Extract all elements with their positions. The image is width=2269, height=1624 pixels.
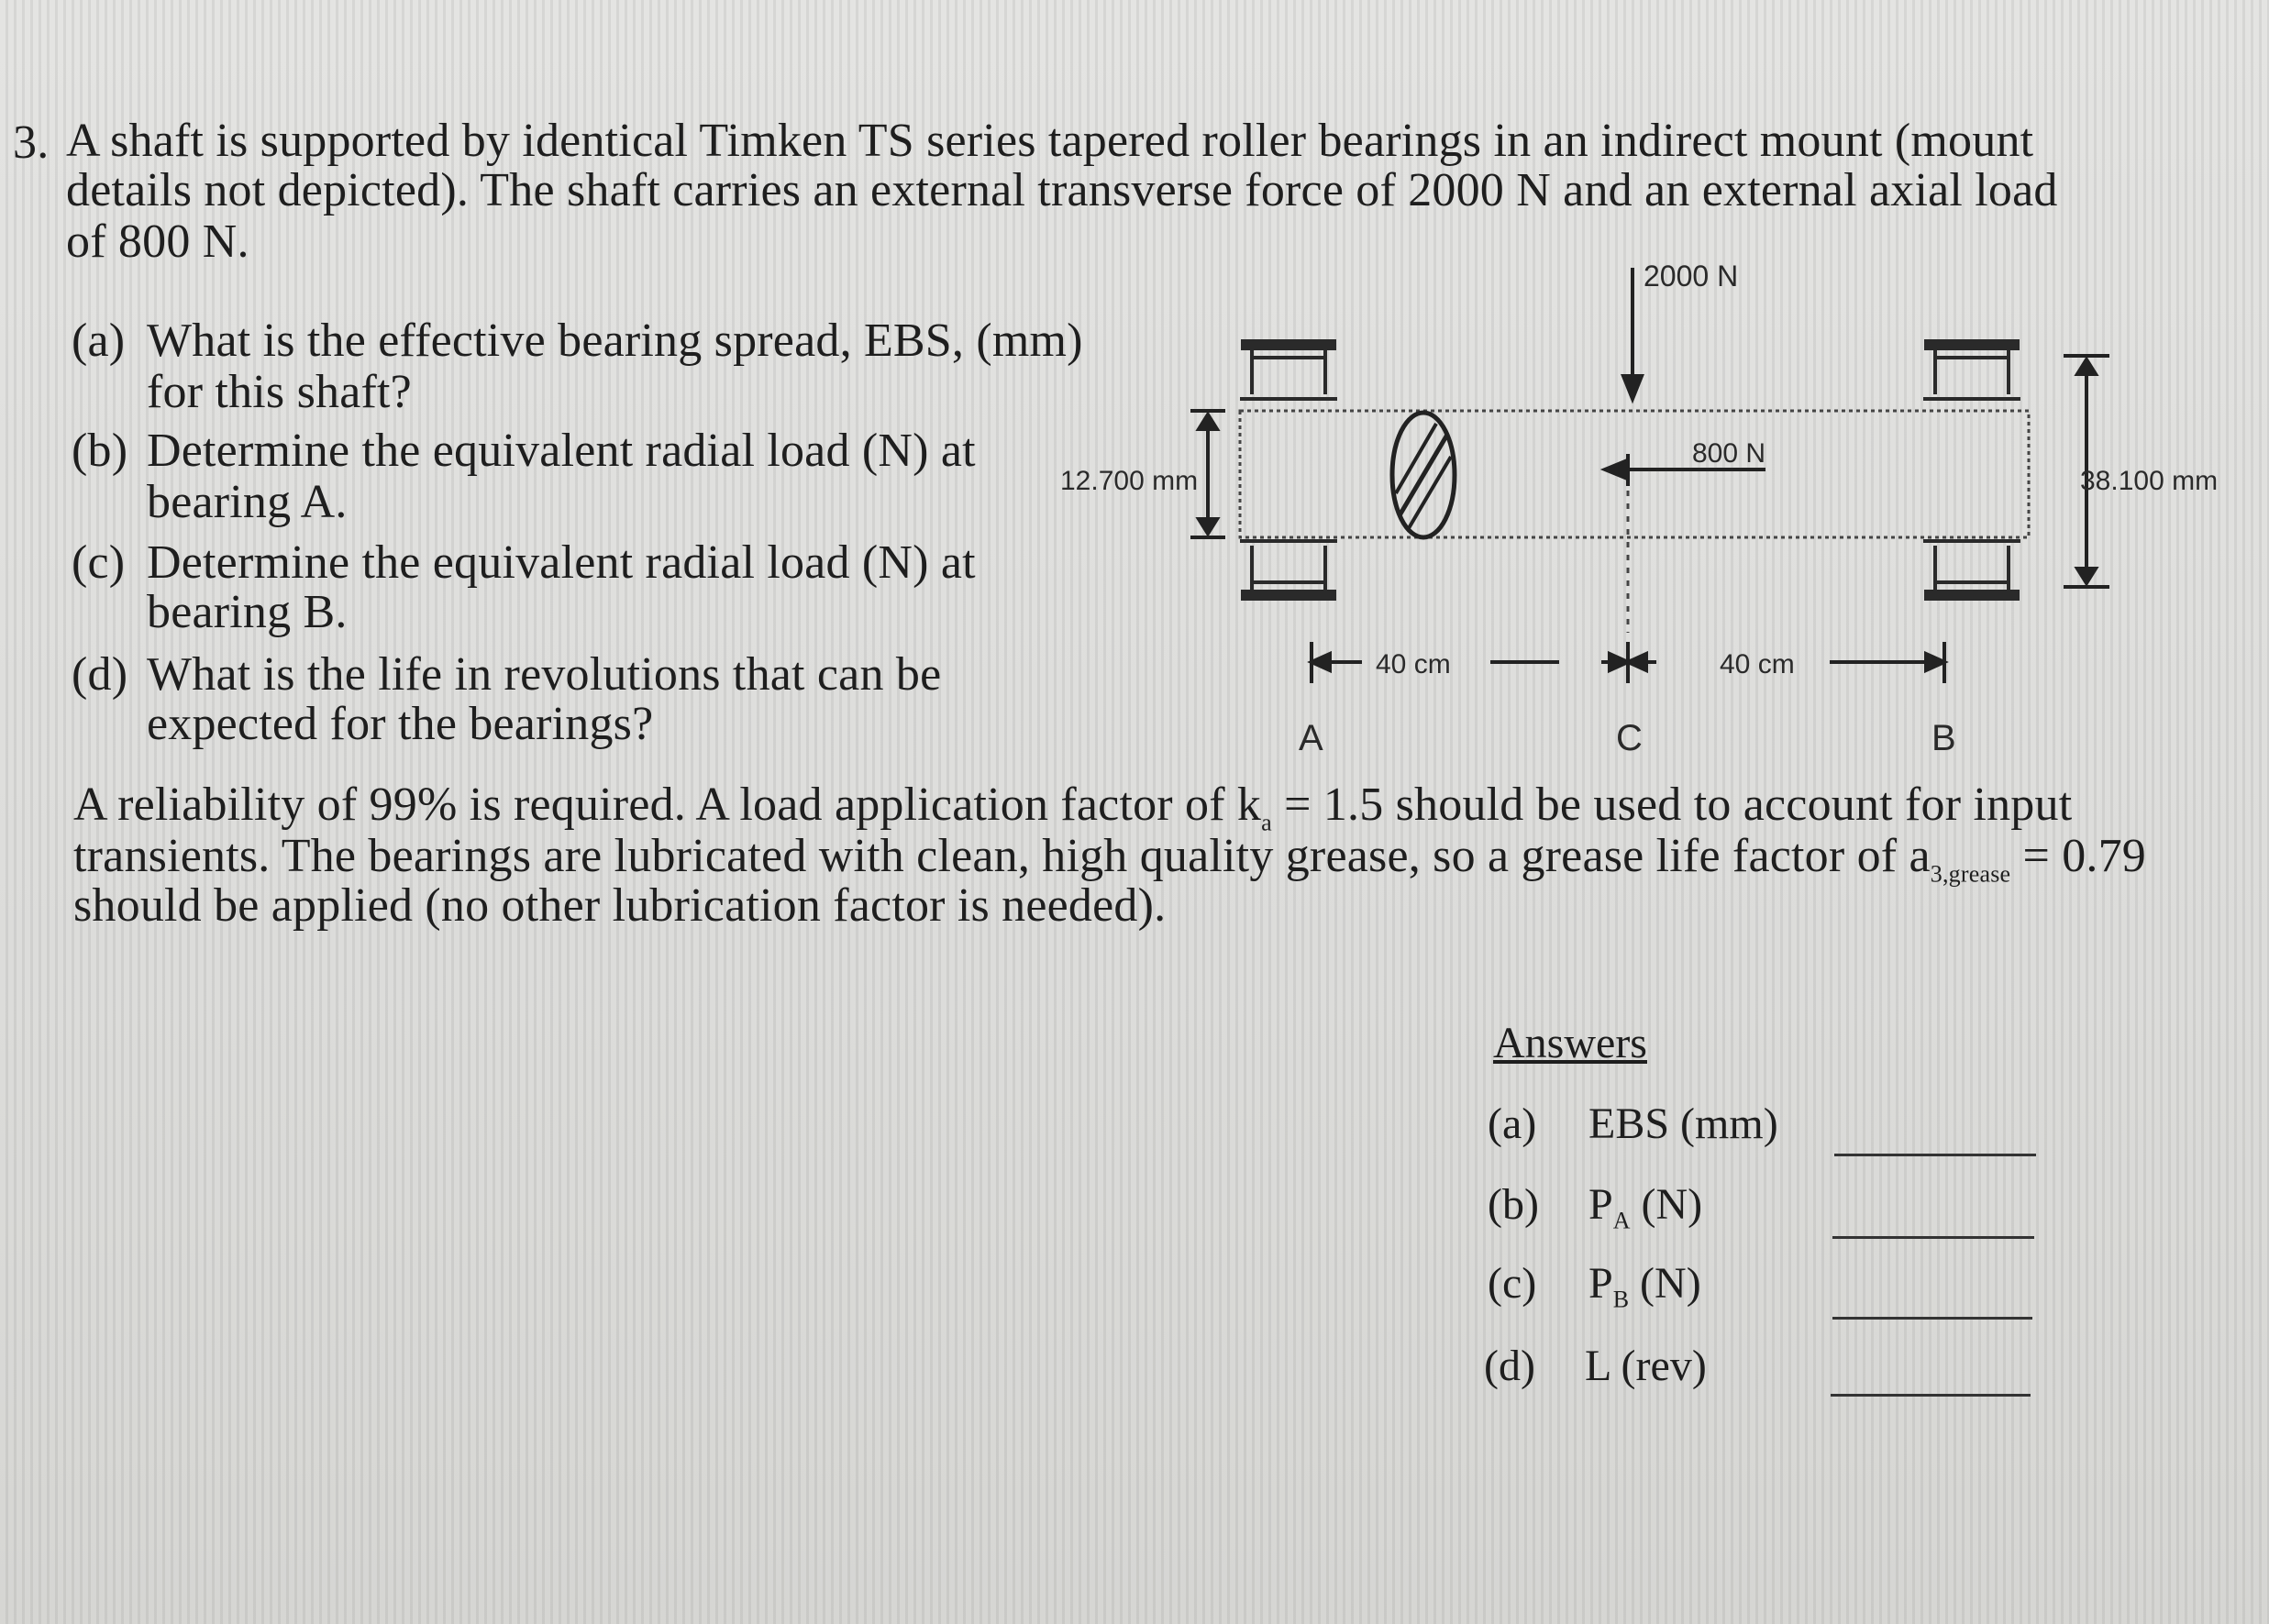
point-a-label: A: [1299, 718, 1323, 758]
footer-line-2-sub: 3,grease: [1930, 860, 2011, 888]
footer-line-1-sub: a: [1261, 809, 1272, 836]
answer-c-field[interactable]: [1832, 1317, 2032, 1320]
part-d-line-1: What is the life in revolutions that can be: [147, 648, 942, 701]
transverse-force-arrow: [1623, 268, 1642, 399]
answer-a-field[interactable]: [1834, 1154, 2036, 1156]
intro-line-1: A shaft is supported by identical Timken TS series tapered roller bearings in an indirect mount (mount: [66, 115, 2034, 167]
shaft-section-symbol: [1392, 413, 1455, 537]
axial-load-label: 800 N: [1692, 438, 1766, 469]
answer-c-label: (c): [1488, 1259, 1537, 1308]
answer-b-text: [1588, 1179, 1702, 1235]
answer-b-label: (b): [1488, 1180, 1539, 1229]
answer-d-text: L (rev): [1585, 1342, 1707, 1390]
shaft-diagram: [1046, 248, 2269, 770]
answer-a-text: EBS (mm): [1588, 1099, 1778, 1148]
answer-c-symbol: P: [1588, 1259, 1613, 1308]
part-b-label: (b): [72, 425, 128, 477]
part-b-line-1: Determine the equivalent radial load (N) at: [147, 425, 976, 477]
point-b-label: B: [1931, 718, 1956, 758]
answer-b-symbol: P: [1588, 1180, 1613, 1229]
answer-d-field[interactable]: [1831, 1394, 2031, 1397]
answer-d-label: (d): [1484, 1342, 1535, 1390]
dim-left-label: 12.700 mm: [1060, 466, 1199, 496]
part-d-line-2: expected for the bearings?: [147, 698, 654, 750]
footer-line-3: should be applied (no other lubrication factor is needed).: [73, 879, 1167, 932]
footer-line-1b: = 1.5 should be used to account for input: [1271, 779, 2073, 831]
answer-c-text: [1588, 1258, 1701, 1314]
answer-c-sub: B: [1612, 1286, 1630, 1313]
part-a-line-1: What is the effective bearing spread, EBS, (mm): [147, 315, 1083, 367]
footer-line-2b: = 0.79: [2010, 830, 2146, 882]
question-number: 3.: [13, 116, 50, 169]
answers-title: Answers: [1493, 1019, 1647, 1067]
intro-line-2: details not depicted). The shaft carries an external transverse force of 2000 N and an external axial load: [66, 164, 2058, 216]
bearing-b-bottom: [1923, 541, 2020, 599]
answer-b-field[interactable]: [1832, 1236, 2034, 1239]
part-b-line-2: bearing A.: [147, 476, 348, 528]
answer-b-sub: A: [1612, 1207, 1631, 1234]
footer-line-1a: A reliability of 99% is required. A load application factor of k: [73, 779, 1262, 831]
dim-right-label: 38.100 mm: [2080, 466, 2219, 496]
part-c-label: (c): [72, 536, 126, 589]
part-c-line-1: Determine the equivalent radial load (N) at: [147, 536, 976, 589]
span-left-label: 40 cm: [1376, 649, 1451, 679]
force-label: 2000 N: [1644, 260, 1739, 293]
footer-line-2a: transients. The bearings are lubricated with clean, high quality grease, so a grease life factor of a: [73, 830, 1931, 882]
span-right-label: 40 cm: [1720, 649, 1795, 679]
answer-c-unit: (N): [1629, 1259, 1701, 1308]
answer-b-unit: (N): [1630, 1180, 1703, 1229]
part-c-line-2: bearing B.: [147, 586, 348, 638]
point-c-label: C: [1616, 718, 1643, 758]
bearing-a-bottom: [1240, 541, 1337, 599]
answer-a-label: (a): [1488, 1099, 1537, 1148]
part-d-label: (d): [72, 648, 128, 701]
bearing-a-top: [1240, 341, 1337, 399]
part-a-line-2: for this shaft?: [147, 366, 412, 418]
intro-line-3: of 800 N.: [66, 215, 249, 268]
shaft-outline: [1240, 411, 2029, 537]
part-a-label: (a): [72, 315, 126, 367]
bearing-b-top: [1923, 341, 2020, 399]
